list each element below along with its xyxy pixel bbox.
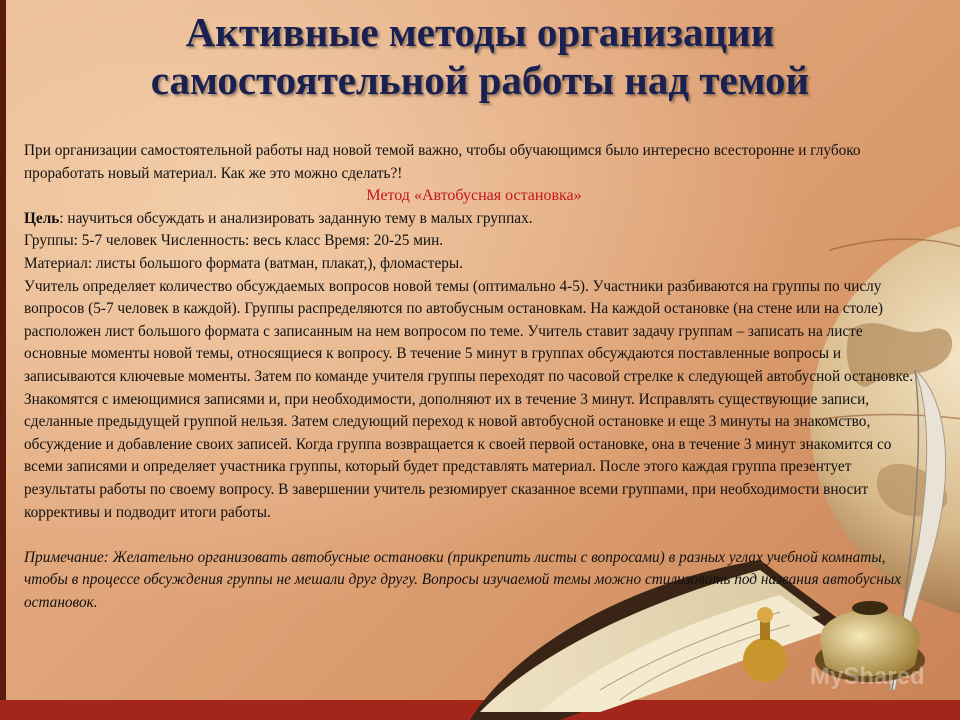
slide-content bbox=[24, 140, 924, 614]
goal-paragraph bbox=[24, 208, 924, 231]
procedure-paragraph: Учитель определяет количество обсуждаемых вопросов новой темы (оптимально 4-5). Участники разбиваются на группы по числу вопросов (5-7 человек в каждой). Группы распределяются по автобусным остановкам. На каждой остановке (на стене или на столе) расположен лист большого формата с записанным на нем вопросом по теме. Учитель ставит задачу группам – записать на листе основные моменты новой темы, относящиеся к вопросу. В течение 5 минут в группах обсуждаются поставленные вопросы и записываются ключевые моменты. Затем по команде учителя группы переходят по часовой стрелке к следующей автобусной остановке. Знакомятся с имеющимися записями и, при необходимости, дополняют их в течение 3 минут. Исправлять существующие записи, сделанные предыдущей группой нельзя. Затем следующий переход к новой автобусной остановке и еще 3 минуты на знакомство, обсуждение и добавление своих записей. Когда группа возвращается к своей первой остановке, она в течение 3 минут знакомится со всеми записями и определяет участника группы, который будет представлять материал. После этого каждая группа презентует результаты работы по своему вопросу. В завершении учитель резюмирует сказанное всеми группами, при необходимости вносит коррективы и подводит итоги работы. bbox=[24, 277, 914, 521]
watermark: MyShared bbox=[810, 663, 925, 690]
slide-title-line-2: самостоятельной работы над темой bbox=[150, 57, 810, 103]
groups-line: Группы: 5-7 человек Численность: весь класс Время: 20-25 мин. bbox=[24, 232, 444, 250]
method-heading: Метод «Автобусная остановка» bbox=[366, 187, 582, 205]
slide-title bbox=[0, 8, 960, 104]
intro-paragraph: При организации самостоятельной работы над новой темой важно, чтобы обучающимся было интересно всесторонне и глубоко проработать новый материал. Как же это можно сделать?! bbox=[24, 142, 861, 182]
slide-title-line-1: Активные методы организации bbox=[185, 9, 775, 55]
note-paragraph: Примечание: Желательно организовать автобусные остановки (прикрепить листы с вопросами) в разных углах учебной комнаты, чтобы в процессе обсуждения группы не мешали друг другу. Вопросы изучаемой темы можно стилизовать под названия автобусных остановок. bbox=[24, 548, 902, 611]
spacer bbox=[24, 524, 924, 547]
goal-text: : научиться обсуждать и анализировать заданную тему в малых группах. bbox=[59, 209, 533, 227]
material-line: Материал: листы большого формата (ватман, плакат,), фломастеры. bbox=[24, 254, 463, 272]
goal-label: Цель bbox=[24, 209, 60, 227]
left-border-stripe bbox=[0, 0, 6, 720]
